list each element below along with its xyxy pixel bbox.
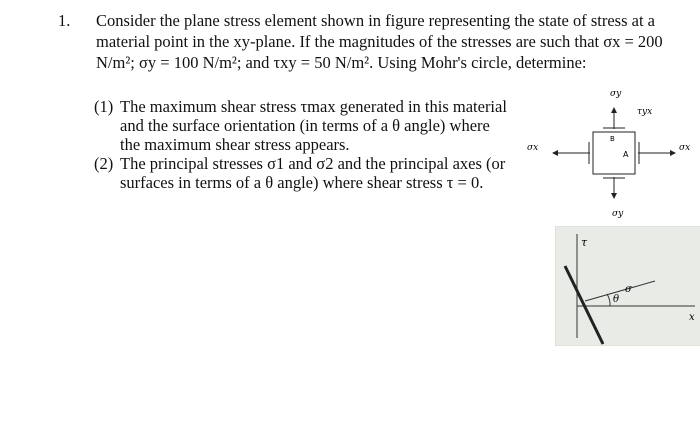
part-2-label: (2) <box>94 154 114 173</box>
mohr-sketch-photo <box>555 226 700 346</box>
part-1-label: (1) <box>94 97 114 116</box>
sigma-y-top-label: σy <box>610 89 622 99</box>
part-1-text: The maximum shear stress τmax generated in this material and the surface orientation (in terms of a θ angle) where the maximum shear stress appears. <box>120 97 507 154</box>
sigma-y-bottom-label: σy <box>612 209 624 219</box>
x-label: x <box>689 312 695 323</box>
part-2-text: The principal stresses σ1 and σ2 and the principal axes (or surfaces in terms of a θ angle) where shear stress τ = 0. <box>120 154 506 192</box>
problem-number: 1. <box>58 11 71 30</box>
problem-intro: Consider the plane stress element shown in figure representing the state of stress at a material point in the xy-plane. If the magnitudes of the stresses are such that σx = 200 N/m²; σy = 100 N/m²; and τxy = 50 N/m². Using Mohr's circle, determine: <box>96 11 663 72</box>
part-1 <box>94 97 514 154</box>
tau-label: τ <box>581 236 588 249</box>
point-a-label: A <box>623 150 629 159</box>
stress-element-figure <box>525 84 695 224</box>
tau-yx-label: τyx <box>637 107 653 117</box>
sigma-x-left-label: σx <box>527 143 539 153</box>
problem-parts <box>94 97 514 192</box>
sigma-x-right-label: σx <box>679 143 691 153</box>
theta-label: θ <box>613 294 620 305</box>
part-2 <box>94 154 514 192</box>
sigma-label: σ <box>625 284 632 295</box>
point-b-label: B <box>610 135 615 143</box>
